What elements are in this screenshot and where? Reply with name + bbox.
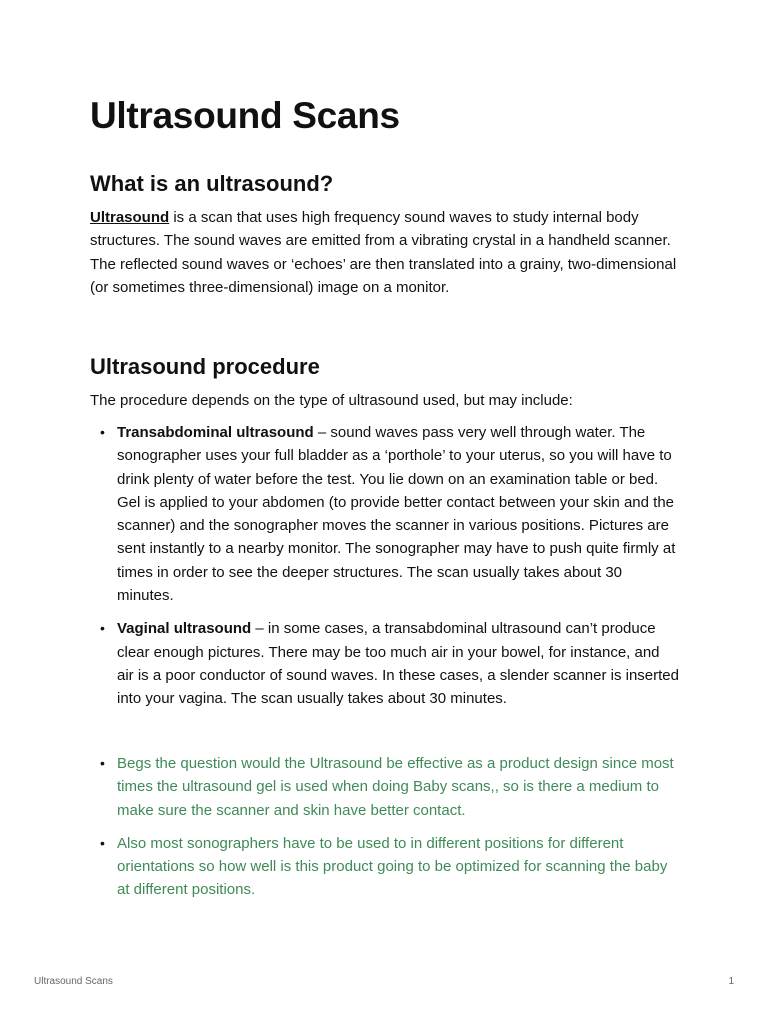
ultrasound-link[interactable]: Ultrasound (90, 209, 170, 226)
intro-text: is a scan that uses high frequency sound waves to study internal body structures. The sound waves are emitted from a vibrating crystal in a handheld scanner. The reflected sound waves or ‘echoes’ are then translated into a grainy, two-dimensional (or sometimes three-dimensional) image on a monitor. (90, 209, 677, 296)
list-item-term: Transabdominal ultrasound (117, 424, 314, 441)
procedure-list (90, 421, 680, 711)
list-item (90, 617, 680, 710)
bullet-icon: • (100, 834, 105, 851)
page-title: Ultrasound Scans (90, 95, 400, 136)
procedure-intro: The procedure depends on the type of ultrasound used, but may include: (90, 392, 573, 409)
list-item-text: – in some cases, a transabdominal ultrasound can’t produce clear enough pictures. There may be too much air in your bowel, for instance, and air is a poor conductor of sound waves. In these cases, a slender scanner is inserted into your vagina. The scan usually takes about 30 minutes. (117, 620, 679, 708)
note-item (90, 752, 680, 822)
notes-list (90, 752, 680, 902)
footer-page-number: 1 (728, 976, 734, 987)
note-item (90, 832, 680, 902)
bullet-icon: • (100, 755, 105, 771)
bullet-icon: • (100, 620, 105, 637)
list-item-term: Vaginal ultrasound (117, 620, 252, 638)
note-text: Also most sonographers have to be used to in different positions for different orientations so how well is this product going to be optimized for scanning the baby at different positions. (117, 834, 668, 899)
list-item-text: – sound waves pass very well through water. The sonographer uses your full bladder as a ‘porthole’ to your uterus, so you will have to drink plenty of water before the test. You lie down on an examination table or bed. Gel is applied to your abdomen (to provide better contact between your skin and the scanner) and the sonographer moves the scanner in various positions. Pictures are sent instantly to a nearby monitor. The sonographer may have to push quite firmly at times in order to see the deeper structures. The scan usually takes about 30 minutes. (117, 424, 676, 605)
section-heading-procedure: Ultrasound procedure (90, 354, 320, 379)
footer-title: Ultrasound Scans (34, 976, 113, 987)
intro-paragraph (90, 206, 680, 299)
bullet-icon: • (100, 424, 105, 440)
list-item (90, 421, 680, 607)
note-text: Begs the question would the Ultrasound be effective as a product design since most times the ultrasound gel is used when doing Baby scans,, so is there a medium to make sure the scanner and skin have better contact. (117, 755, 674, 819)
section-heading-what-is: What is an ultrasound? (90, 171, 334, 196)
